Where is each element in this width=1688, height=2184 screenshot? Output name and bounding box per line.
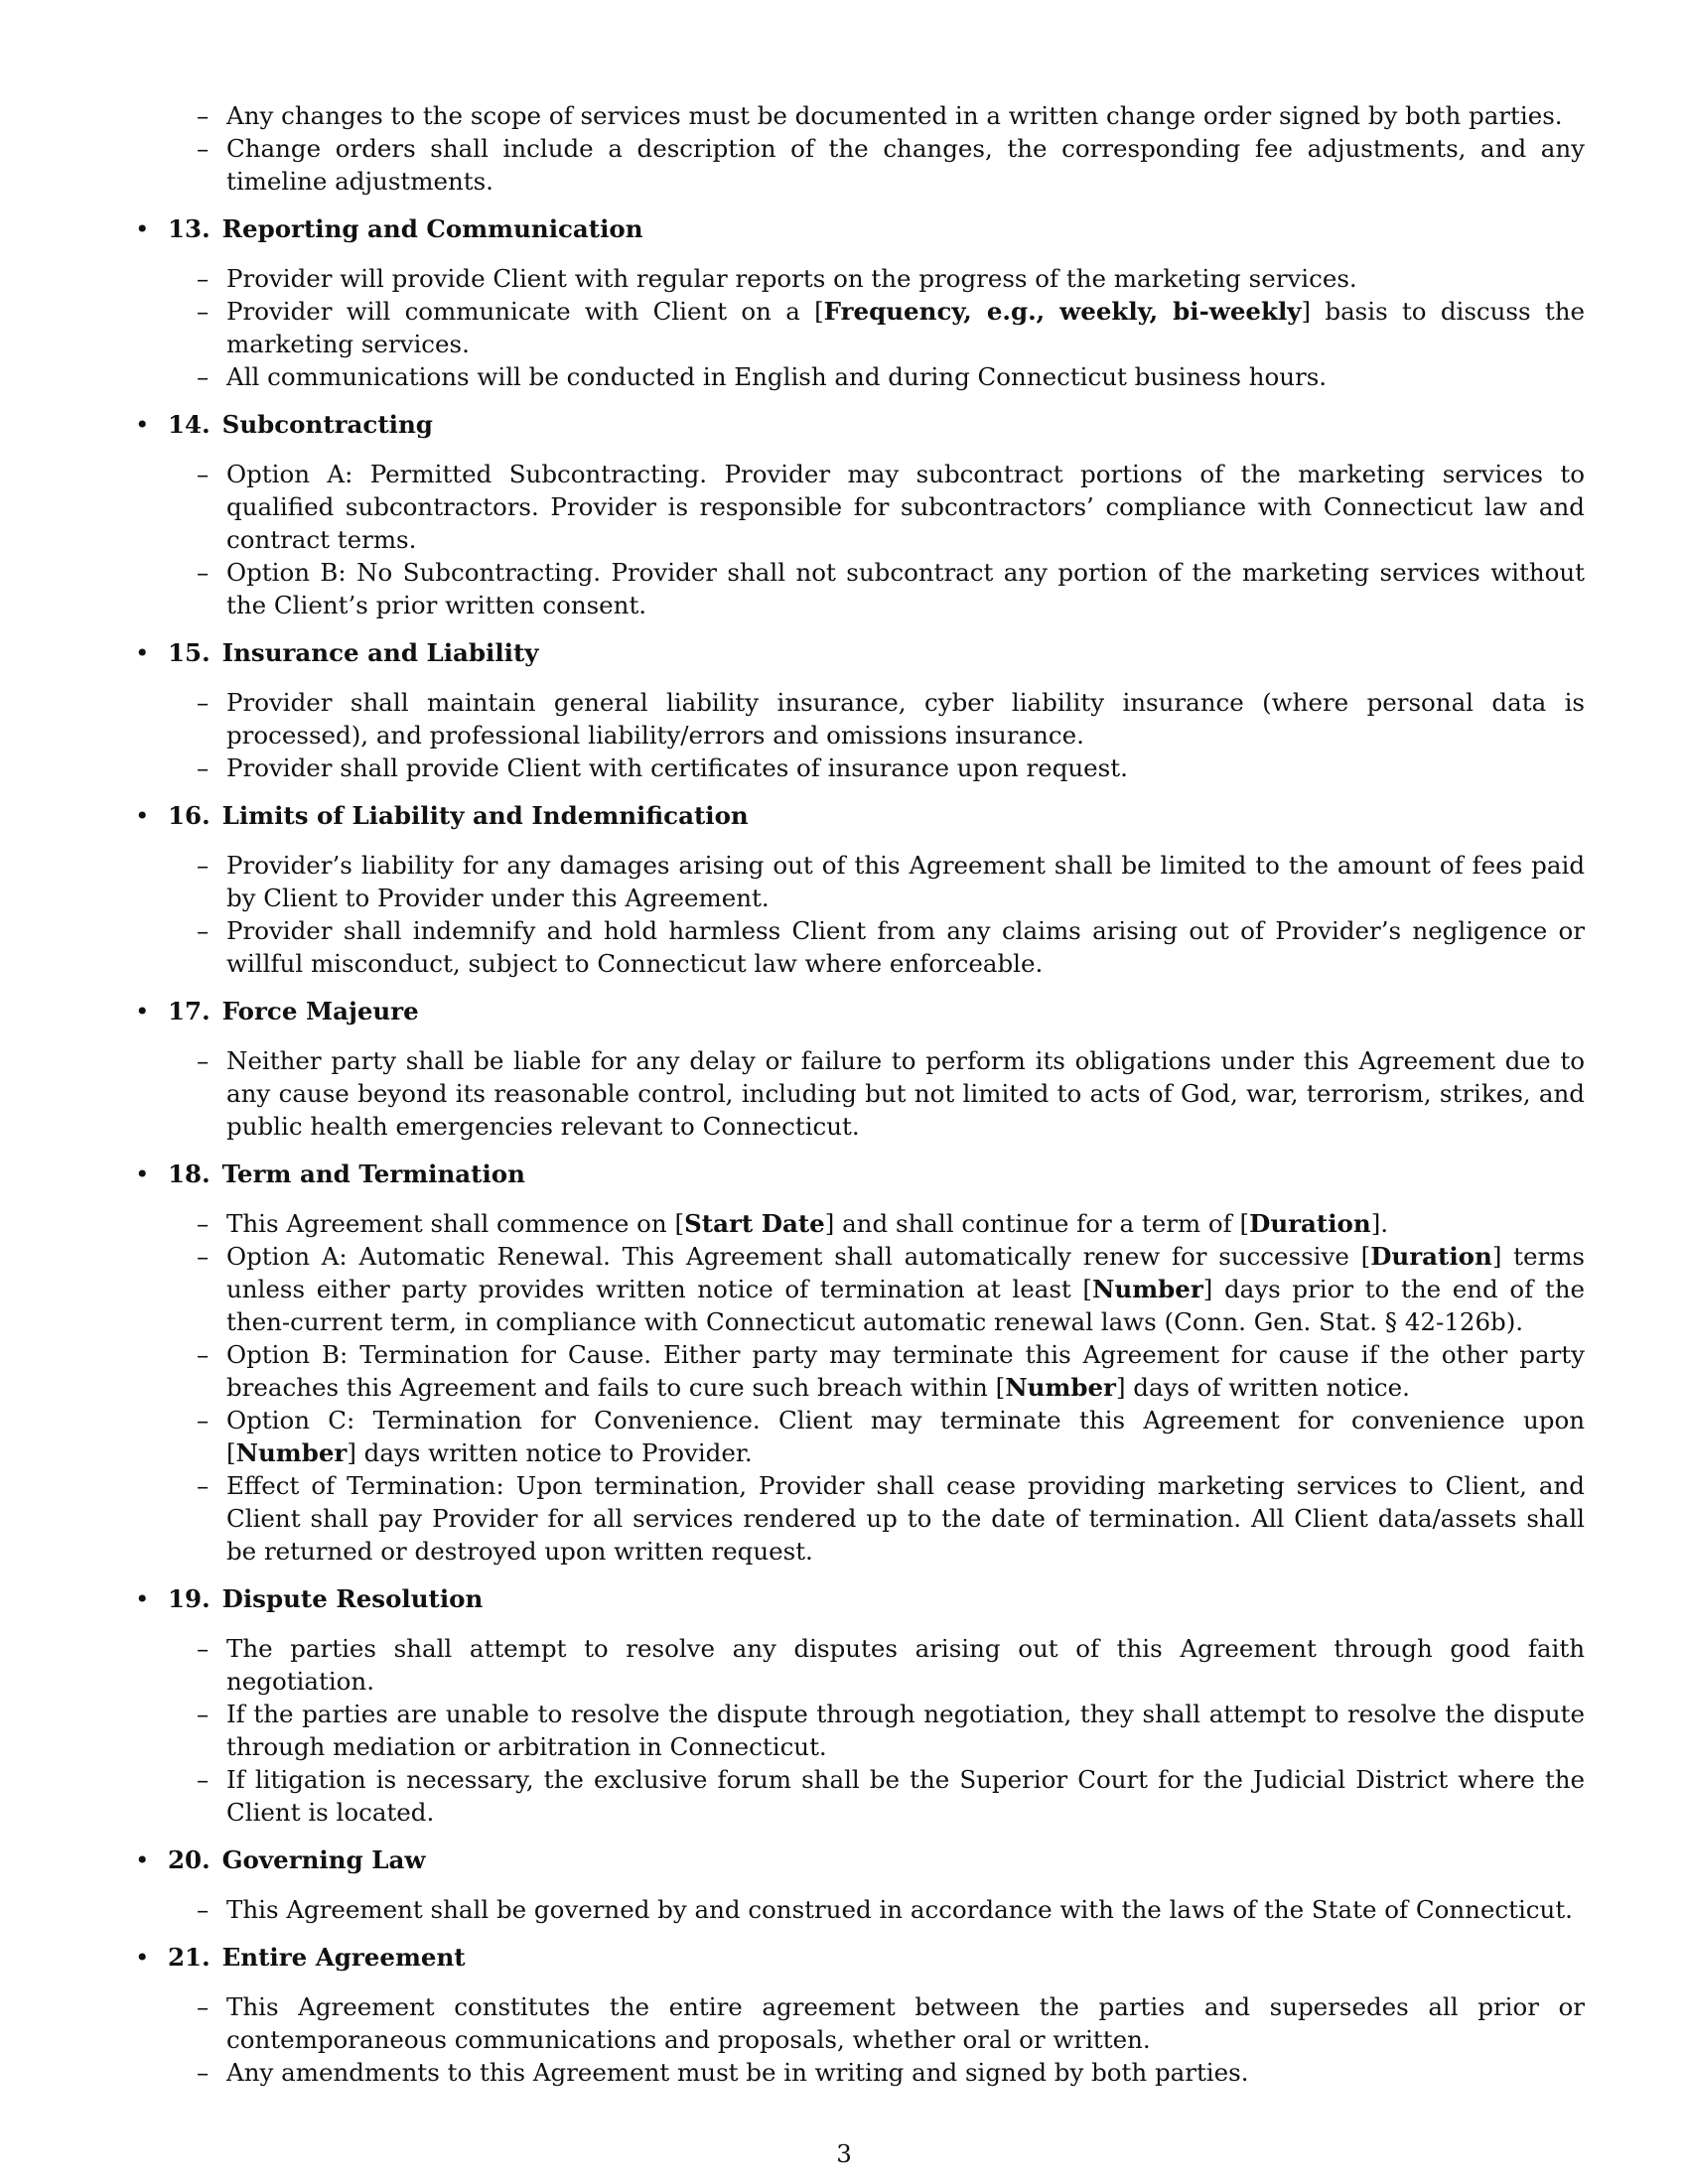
dash-marker: – — [197, 1209, 210, 1238]
list-item — [135, 1044, 1585, 1143]
section-items — [135, 686, 1585, 784]
section-items — [135, 458, 1585, 621]
dash-marker: – — [197, 851, 210, 880]
bullet-marker: • — [135, 410, 150, 439]
section-items — [135, 849, 1585, 980]
bullet-marker: • — [135, 1943, 150, 1972]
dash-marker: – — [197, 1046, 210, 1075]
list-item — [135, 1893, 1585, 1926]
section-items — [135, 1893, 1585, 1926]
section-number: 17. — [168, 997, 211, 1025]
list-item — [135, 1207, 1585, 1240]
section-heading — [135, 636, 1585, 669]
dash-marker: – — [197, 264, 210, 293]
section-number: 18. — [168, 1160, 211, 1188]
dash-marker: – — [197, 688, 210, 717]
dash-marker: – — [197, 916, 210, 945]
list-item-text: This Agreement constitutes the entire agreement between the parties and supersedes all prior or contemporaneous communications and proposals, whether oral or written. — [226, 1992, 1585, 2054]
dash-marker: – — [197, 362, 210, 391]
list-item-text: Any amendments to this Agreement must be in writing and signed by both parties. — [226, 2058, 1249, 2087]
bullet-marker: • — [135, 1160, 150, 1188]
section — [135, 1941, 1585, 2089]
list-item-text: All communications will be conducted in English and during Connecticut business hours. — [226, 362, 1328, 391]
sections-container — [135, 212, 1585, 2089]
dash-marker: – — [197, 134, 210, 163]
section-title: Dispute Resolution — [221, 1584, 484, 1613]
list-item — [135, 262, 1585, 295]
list-item-text: Provider will provide Client with regular reports on the progress of the marketing services. — [226, 264, 1357, 293]
page-number: 3 — [836, 2139, 852, 2168]
list-item-text: Option B: No Subcontracting. Provider shall not subcontract any portion of the marketing services without the Client’s prior written consent. — [226, 558, 1585, 619]
dash-marker: – — [197, 1895, 210, 1924]
dash-marker: – — [197, 2058, 210, 2087]
list-item-text: Provider shall provide Client with certificates of insurance upon request. — [226, 753, 1128, 782]
section-number: 21. — [168, 1943, 211, 1972]
list-item-text: If the parties are unable to resolve the dispute through negotiation, they shall attempt to resolve the dispute through mediation or arbitration in Connecticut. — [226, 1700, 1585, 1761]
list-item-text: Option C: Termination for Convenience. Client may terminate this Agreement for convenience upon [Number] days written notice to Provider. — [226, 1406, 1585, 1467]
list-item — [135, 1632, 1585, 1698]
bullet-marker: • — [135, 801, 150, 830]
list-item-text: Neither party shall be liable for any delay or failure to perform its obligations under this Agreement due to any cause beyond its reasonable control, including but not limited to acts of God, war, terrorism, strikes, and public health emergencies relevant to Connecticut. — [226, 1046, 1585, 1141]
list-item — [135, 686, 1585, 751]
dash-marker: – — [197, 297, 210, 326]
section-title: Governing Law — [221, 1845, 426, 1874]
list-item — [135, 1404, 1585, 1469]
list-item-text: The parties shall attempt to resolve any disputes arising out of this Agreement through good faith negotiation. — [226, 1634, 1585, 1696]
document-body — [135, 99, 1585, 2089]
section-heading — [135, 1843, 1585, 1876]
section-number: 20. — [168, 1845, 211, 1874]
dash-marker: – — [197, 460, 210, 488]
section-items — [135, 1632, 1585, 1829]
list-item-text: Provider shall indemnify and hold harmless Client from any claims arising out of Provider’s negligence or willful misconduct, subject to Connecticut law where enforceable. — [226, 916, 1585, 978]
section — [135, 799, 1585, 980]
list-item — [135, 360, 1585, 393]
section-title: Limits of Liability and Indemnification — [221, 801, 749, 830]
bullet-marker: • — [135, 638, 150, 667]
list-item — [135, 99, 1585, 132]
dash-marker: – — [197, 1340, 210, 1369]
dash-marker: – — [197, 753, 210, 782]
dash-marker: – — [197, 1406, 210, 1434]
list-item — [135, 132, 1585, 198]
list-item-text: Provider’s liability for any damages arising out of this Agreement shall be limited to the amount of fees paid by Client to Provider under this Agreement. — [226, 851, 1585, 912]
section-title: Term and Termination — [221, 1160, 525, 1188]
intro-list — [135, 99, 1585, 198]
list-item-text: Option A: Permitted Subcontracting. Provider may subcontract portions of the marketing services to qualified subcontractors. Provider is responsible for subcontractors’ compliance with Connecticut law and contract terms. — [226, 460, 1585, 554]
list-item-text: Any changes to the scope of services must be documented in a written change order signed by both parties. — [226, 101, 1563, 130]
list-item-text: This Agreement shall commence on [Start Date] and shall continue for a term of [Duration]. — [226, 1209, 1389, 1238]
dash-marker: – — [197, 1765, 210, 1794]
section-title: Insurance and Liability — [221, 638, 539, 667]
section-heading — [135, 1582, 1585, 1615]
section — [135, 212, 1585, 393]
bullet-marker: • — [135, 997, 150, 1025]
section — [135, 636, 1585, 784]
dash-marker: – — [197, 1471, 210, 1500]
list-item-text: Provider will communicate with Client on a [Frequency, e.g., weekly, bi-weekly] basis to discuss the marketing services. — [226, 297, 1585, 358]
list-item — [135, 1763, 1585, 1829]
dash-marker: – — [197, 1634, 210, 1663]
list-item — [135, 751, 1585, 784]
section — [135, 408, 1585, 621]
list-item — [135, 295, 1585, 360]
section-items — [135, 1207, 1585, 1568]
section-number: 16. — [168, 801, 211, 830]
dash-marker: – — [197, 1700, 210, 1728]
dash-marker: – — [197, 1242, 210, 1271]
list-item — [135, 914, 1585, 980]
list-item — [135, 1240, 1585, 1338]
bullet-marker: • — [135, 214, 150, 243]
list-item — [135, 556, 1585, 621]
bullet-marker: • — [135, 1845, 150, 1874]
list-item-text: If litigation is necessary, the exclusive forum shall be the Superior Court for the Judicial District where the Client is located. — [226, 1765, 1585, 1827]
section-heading — [135, 408, 1585, 441]
section — [135, 1843, 1585, 1926]
list-item — [135, 1990, 1585, 2056]
list-item-text: Effect of Termination: Upon termination, Provider shall cease providing marketing services to Client, and Client shall pay Provider for all services rendered up to the date of termination. All Client data/assets shall be returned or destroyed upon written request. — [226, 1471, 1585, 1566]
section-number: 13. — [168, 214, 211, 243]
section-items — [135, 262, 1585, 393]
list-item — [135, 2056, 1585, 2089]
section-heading — [135, 1941, 1585, 1974]
list-item-text: Change orders shall include a description of the changes, the corresponding fee adjustments, and any timeline adjustments. — [226, 134, 1585, 196]
section-heading — [135, 212, 1585, 245]
list-item — [135, 1338, 1585, 1404]
bullet-marker: • — [135, 1584, 150, 1613]
list-item-text: Option A: Automatic Renewal. This Agreement shall automatically renew for successive [Duration] terms unless either party provides written notice of termination at least [Number] days prior to the end of the then-current term, in compliance with Connecticut automatic renewal laws (Conn. Gen. Stat. § 42-126b). — [226, 1242, 1585, 1336]
section-title: Force Majeure — [221, 997, 419, 1025]
section-title: Entire Agreement — [221, 1943, 466, 1972]
list-item — [135, 849, 1585, 914]
section-heading — [135, 995, 1585, 1027]
list-item — [135, 1698, 1585, 1763]
section-title: Subcontracting — [221, 410, 433, 439]
list-item — [135, 1469, 1585, 1568]
section-number: 15. — [168, 638, 211, 667]
section-items — [135, 1044, 1585, 1143]
dash-marker: – — [197, 558, 210, 587]
section — [135, 995, 1585, 1143]
section-heading — [135, 1158, 1585, 1190]
section-number: 19. — [168, 1584, 211, 1613]
section-number: 14. — [168, 410, 211, 439]
list-item-text: This Agreement shall be governed by and construed in accordance with the laws of the State of Connecticut. — [226, 1895, 1573, 1924]
section-heading — [135, 799, 1585, 832]
section — [135, 1158, 1585, 1568]
dash-marker: – — [197, 101, 210, 130]
list-item — [135, 458, 1585, 556]
section-title: Reporting and Communication — [221, 214, 643, 243]
list-item-text: Option B: Termination for Cause. Either party may terminate this Agreement for cause if the other party breaches this Agreement and fails to cure such breach within [Number] days of written notice. — [226, 1340, 1585, 1402]
section — [135, 1582, 1585, 1829]
section-items — [135, 1990, 1585, 2089]
list-item-text: Provider shall maintain general liability insurance, cyber liability insurance (where personal data is processed), and professional liability/errors and omissions insurance. — [226, 688, 1585, 750]
dash-marker: – — [197, 1992, 210, 2021]
